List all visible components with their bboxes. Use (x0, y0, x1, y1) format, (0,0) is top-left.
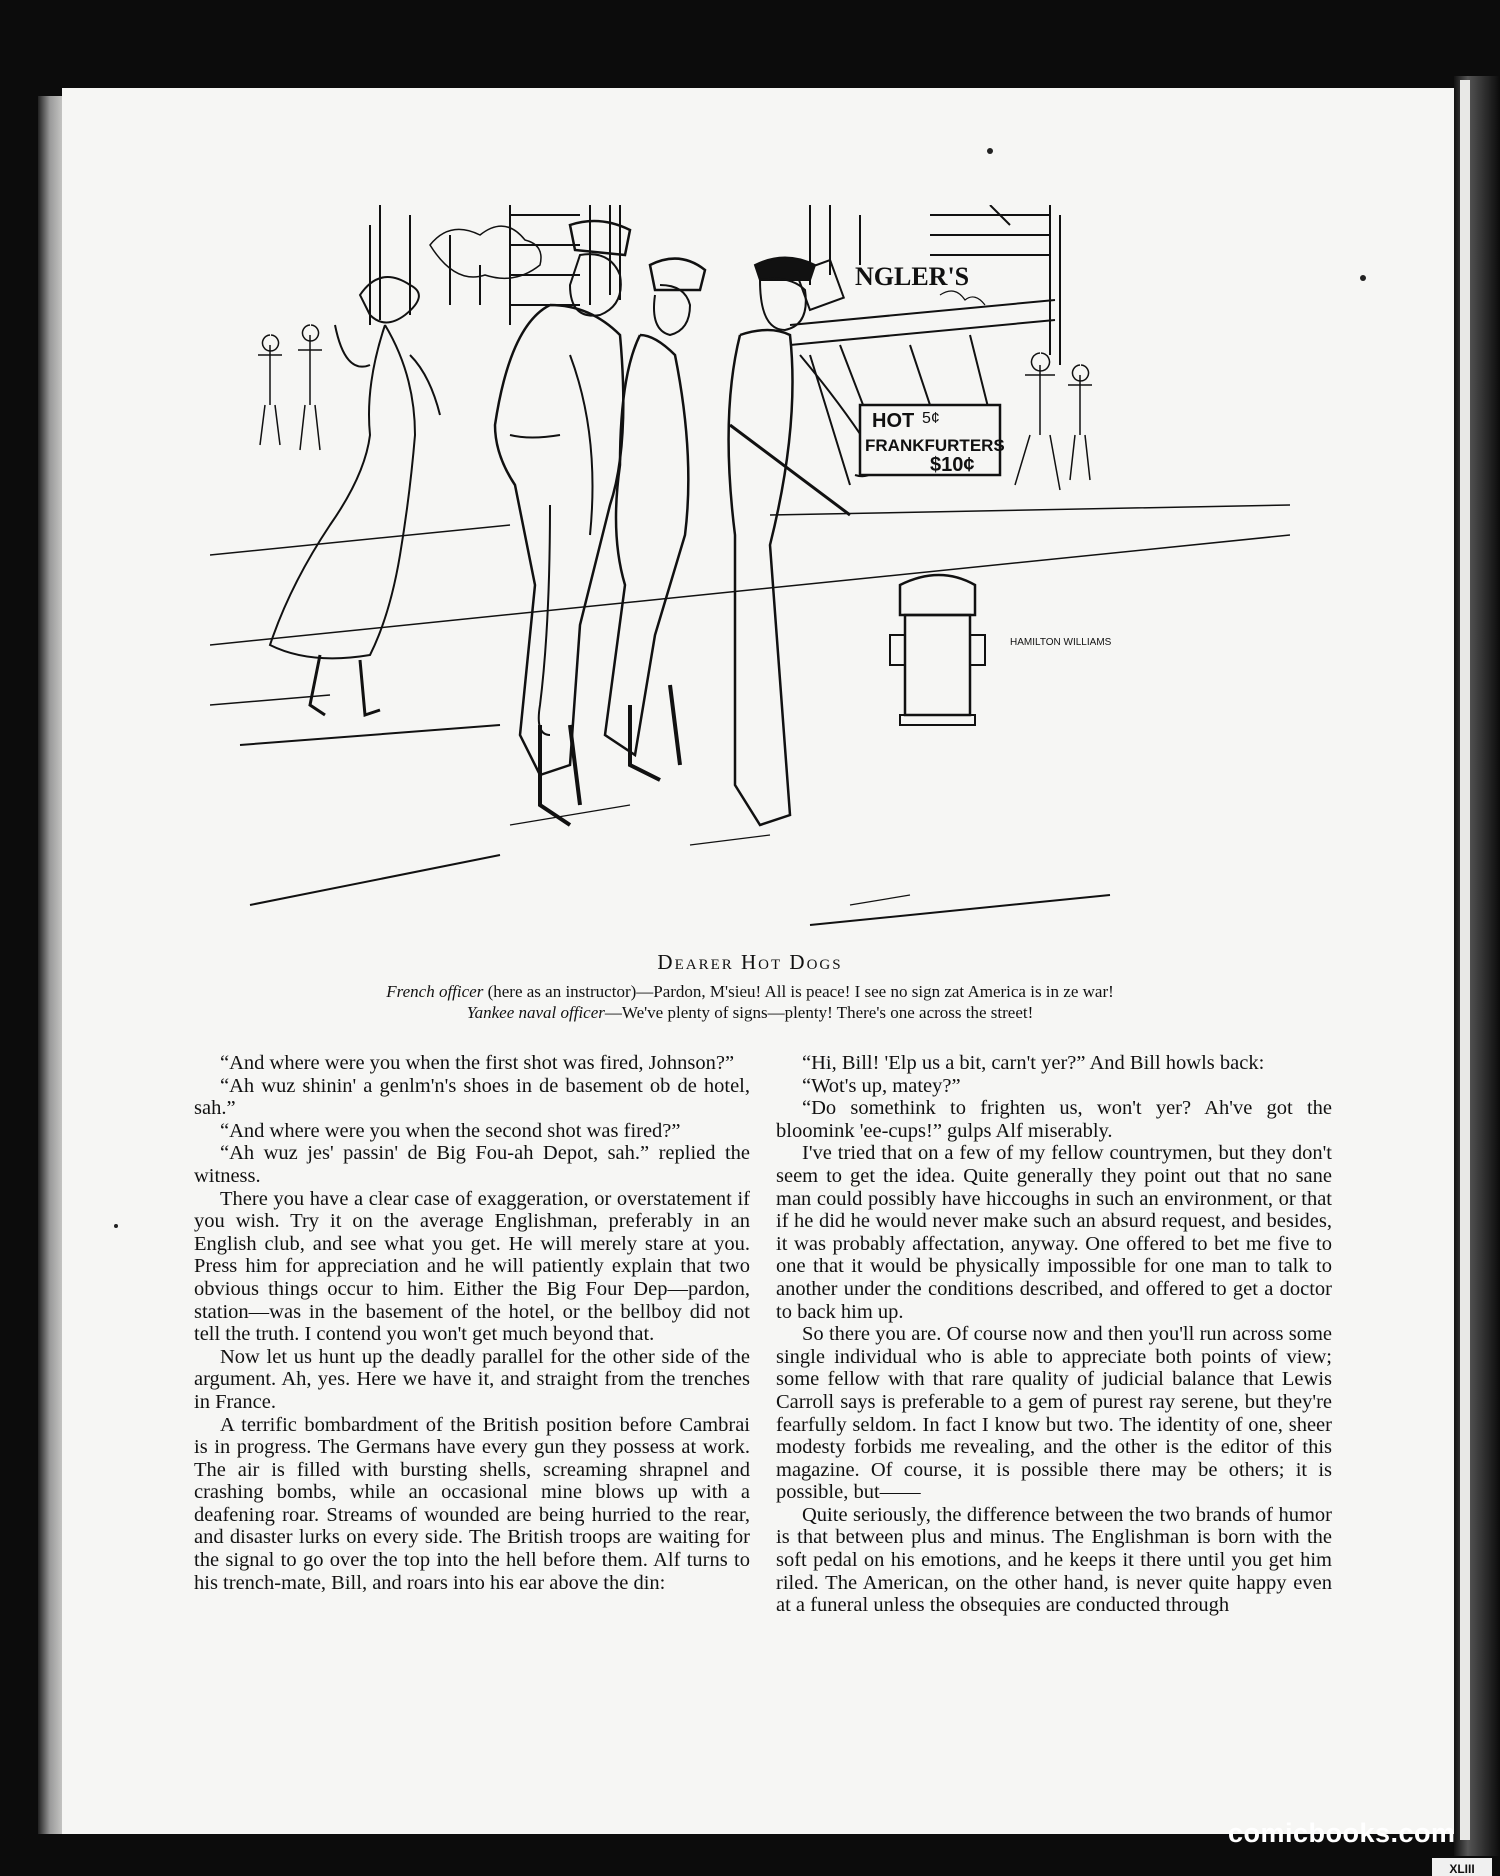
paragraph: A terrific bombardment of the British position before Cambrai is in progress. The Germans have every gun they possess at work. The air is filled with bursting shells, screaming shrapnel and crashing bombs, while an occasional mine blows up with a deafening roar. Streams of wounded are being hurried to the rear, and disaster lurks on every side. The British troops are waiting for the signal to go over the top into the hell before them. Alf turns to his trench-mate, Bill, and roars into his ear above the din: (194, 1413, 750, 1594)
site-watermark: comicbooks.com (1228, 1818, 1456, 1848)
speck (1360, 275, 1366, 281)
page-folio: XLIII (1432, 1858, 1492, 1876)
caption-line-1 (0, 982, 1500, 1002)
caption-dialogue-2: —We've plenty of signs—plenty! There's one across the street! (604, 1003, 1034, 1022)
cartoon-title: Dearer Hot Dogs (657, 950, 843, 974)
paragraph: “Ah wuz jes' passin' de Big Fou-ah Depot, sah.” replied the witness. (194, 1142, 750, 1187)
paragraph: “Do somethink to frighten us, won't yer? Ah've got the bloomink 'ee-cups!” gulps Alf miserably. (776, 1097, 1332, 1142)
caption-speaker-2: Yankee naval officer (466, 1003, 605, 1022)
poster-hot: HOT (872, 410, 915, 432)
article-column-left (194, 1052, 750, 1594)
poster-price-small: 5¢ (922, 410, 940, 427)
paragraph: I've tried that on a few of my fellow countrymen, but they don't seem to get the idea. Quite generally they point out that no sane man could possibly have hiccoughs in such an environment, or that if he did he would never make such an absurd request, and besides, it was probably affectation, anyway. One offered to bet me five to one that it would be physically impossible for one man to talk to another under the conditions described, and offered to get a doctor to back him up. (776, 1142, 1332, 1323)
cartoon-illustration (210, 205, 1290, 940)
article-column-right (776, 1052, 1332, 1617)
paragraph: “Wot's up, matey?” (802, 1074, 961, 1097)
paragraph: “Hi, Bill! 'Elp us a bit, carn't yer?” And Bill howls back: (802, 1052, 1265, 1074)
speck (114, 1224, 118, 1228)
paragraph: “And where were you when the first shot was fired, Johnson?” (220, 1052, 735, 1074)
paragraph: There you have a clear case of exaggeration, or overstatement if you wish. Try it on the average Englishman, preferably in an English club, and see what you get. He will merely stare at you. Press him for appreciation and he will patiently explain that two obvious things occur to him. Either the Big Four Dep—pardon, station—was in the basement of the hotel, or the bellboy did not tell the truth. I contend you won't get much beyond that. (194, 1187, 750, 1346)
paragraph: So there you are. Of course now and then you'll run across some single individual who is able to appreciate both points of view; some fellow with that rare quality of judicial balance that Lewis Carroll says is preferable to a gem of purest ray serene, but they're fearfully seldom. In fact I know but two. The identity of one, sheer modesty forbids me revealing, and the other is the editor of this magazine. Of course, it is possible there may be others; it is possible, but—— (776, 1323, 1332, 1504)
store-sign: NGLER'S (855, 262, 970, 291)
artist-signature: HAMILTON WILLIAMS (1010, 637, 1112, 648)
speck (987, 148, 993, 154)
paragraph: Quite seriously, the difference between the two brands of humor is that between plus and minus. The Englishman is born with the soft pedal on his emotions, and he keeps it there until you get him riled. The American, on the other hand, is never quite happy even at a funeral unless the obsequies are conducted through (776, 1503, 1332, 1617)
paragraph: “Ah wuz shinin' a genlm'n's shoes in de basement ob de hotel, sah.” (194, 1074, 750, 1120)
paragraph: “And where were you when the second shot was fired?” (220, 1119, 681, 1142)
caption-dialogue-1: (here as an instructor)—Pardon, M'sieu! All is peace! I see no sign zat America is in ze war! (483, 982, 1114, 1001)
poster-price-big: $10¢ (930, 454, 975, 476)
caption-line-2 (0, 1003, 1500, 1023)
poster-frankfurters: FRANKFURTERS (865, 436, 1005, 455)
paragraph: Now let us hunt up the deadly parallel for the other side of the argument. Ah, yes. Here we have it, and straight from the trenches in France. (194, 1345, 750, 1413)
caption-speaker-1: French officer (386, 982, 484, 1001)
